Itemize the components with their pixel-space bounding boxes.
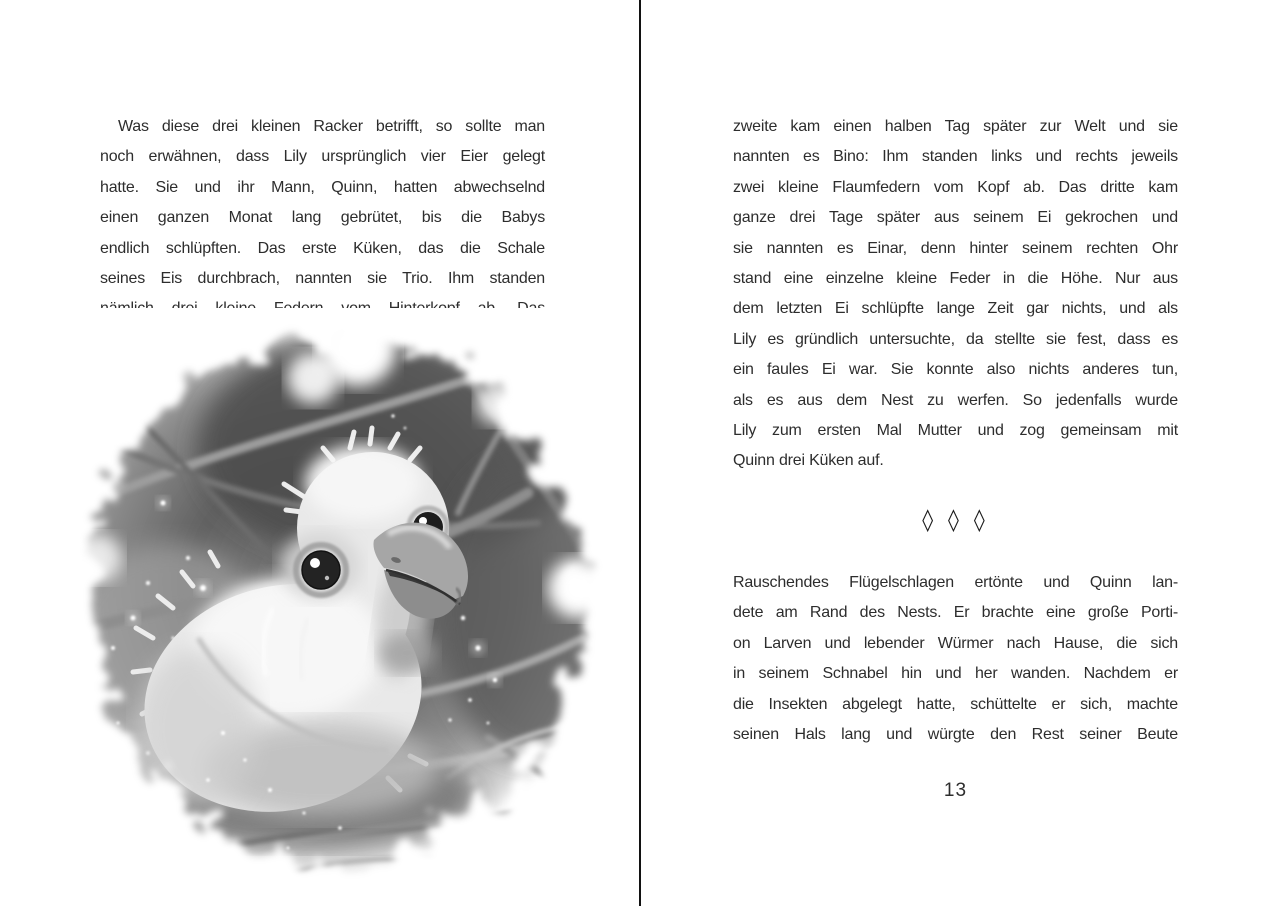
- text-line: hatte. Sie und ihr Mann, Quinn, hatten abwechselnd: [100, 178, 545, 196]
- text-line: Quinn drei Küken auf.: [733, 452, 884, 470]
- page-gutter-line: [639, 0, 641, 906]
- text-line: Was diese drei kleinen Racker betrifft, so sollte man: [118, 118, 545, 135]
- text-line: zweite kam einen halben Tag später zur Welt und sie: [733, 118, 1178, 135]
- text-line: on Larven und lebender Würmer nach Hause, die sich: [733, 634, 1178, 652]
- section-divider-diamonds: ◊ ◊ ◊: [922, 508, 989, 533]
- text-line: einen ganzen Monat lang gebrütet, bis die Babys: [100, 209, 545, 227]
- text-line: Rauschendes Flügelschlagen ertönte und Quinn lan-: [733, 574, 1178, 591]
- text-line: stand eine einzelne kleine Feder in die Höhe. Nur aus: [733, 270, 1178, 288]
- text-line: ganze drei Tage später aus seinem Ei gekrochen und: [733, 209, 1178, 227]
- right-page-paragraph-2: [733, 568, 1178, 750]
- text-line: die Insekten abgelegt hatte, schüttelte er sich, machte: [733, 695, 1178, 713]
- text-line: noch erwähnen, dass Lily ursprünglich vier Eier gelegt: [100, 148, 545, 166]
- text-line: in seinem Schnabel hin und her wanden. Nachdem er: [733, 665, 1178, 683]
- text-line: als es aus dem Nest zu werfen. So jedenfalls wurde: [733, 391, 1178, 409]
- text-line: seinen Hals lang und würgte den Rest seiner Beute: [733, 726, 1178, 744]
- page-number: 13: [943, 780, 968, 801]
- text-line: ein faules Ei war. Sie konnte also nichts anderes tun,: [733, 361, 1178, 379]
- text-line: zwei kleine Flaumfedern vom Kopf ab. Das dritte kam: [733, 178, 1178, 196]
- chick-in-nest-illustration: [58, 308, 618, 906]
- left-page-paragraph: [100, 112, 545, 325]
- text-line: dete am Rand des Nests. Er brachte eine große Porti-: [733, 604, 1178, 622]
- text-line: sie nannten es Einar, denn hinter seinem rechten Ohr: [733, 239, 1178, 257]
- text-line: seines Eis durchbrach, nannten sie Trio. Ihm standen: [100, 270, 545, 288]
- text-line: nannten es Bino: Ihm standen links und rechts jeweils: [733, 148, 1178, 166]
- text-line: Lily zum ersten Mal Mutter und zog gemeinsam mit: [733, 422, 1178, 440]
- text-line: dem letzten Ei schlüpfte lange Zeit gar nichts, und als: [733, 300, 1178, 318]
- text-line: Lily es gründlich untersuchte, da stellte sie fest, dass es: [733, 330, 1178, 348]
- text-line: endlich schlüpften. Das erste Küken, das die Schale: [100, 239, 545, 257]
- right-page-paragraph-1: [733, 112, 1178, 477]
